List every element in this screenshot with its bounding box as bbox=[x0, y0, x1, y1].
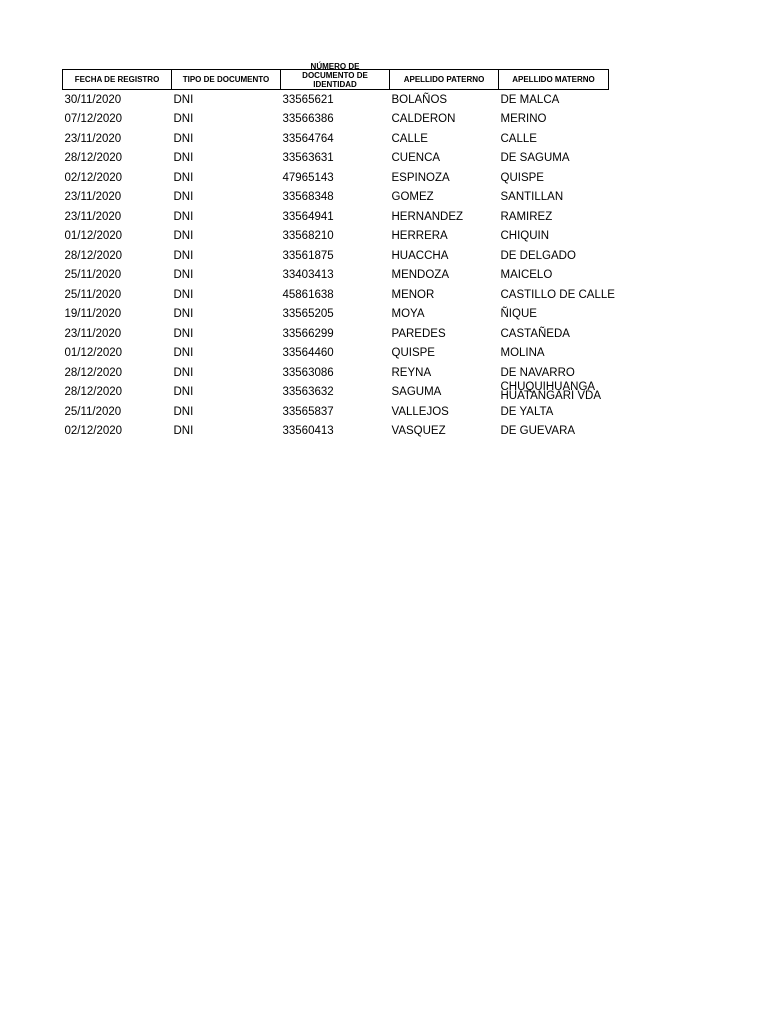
table-row bbox=[63, 90, 609, 110]
tipo-de-documento-cell: DNI bbox=[173, 308, 194, 321]
numero-de-documento-cell: 33568210 bbox=[282, 230, 334, 243]
numero-de-documento-cell: 33560413 bbox=[282, 425, 334, 438]
numero-de-documento-cell: 33565837 bbox=[282, 405, 334, 418]
tipo-de-documento-cell: DNI bbox=[173, 113, 194, 126]
tipo-de-documento-cell: DNI bbox=[173, 288, 194, 301]
table-row bbox=[63, 188, 609, 208]
tipo-de-documento-cell: DNI bbox=[173, 366, 194, 379]
tipo-de-documento-cell: DNI bbox=[173, 327, 194, 340]
tipo-de-documento-cell: DNI bbox=[173, 425, 194, 438]
fecha-de-registro-cell: 25/11/2020 bbox=[64, 269, 122, 282]
apellido-materno-cell: MOLINA bbox=[500, 347, 545, 360]
apellido-materno-cell: CHIQUIN bbox=[500, 230, 550, 243]
table-row bbox=[63, 383, 609, 403]
apellido-materno-cell: DE SAGUMA bbox=[500, 152, 570, 165]
fecha-de-registro-cell: 23/11/2020 bbox=[64, 210, 122, 223]
apellido-paterno-cell: BOLAÑOS bbox=[391, 93, 448, 106]
table-row bbox=[63, 149, 609, 169]
table-row bbox=[63, 305, 609, 325]
fecha-de-registro-cell: 25/11/2020 bbox=[64, 288, 122, 301]
header-tipo-de-documento: TIPO DE DOCUMENTO bbox=[172, 70, 281, 90]
numero-de-documento-cell: 33564941 bbox=[282, 210, 334, 223]
tipo-de-documento-cell: DNI bbox=[173, 132, 194, 145]
table-row bbox=[63, 402, 609, 422]
apellido-materno-cell: QUISPE bbox=[500, 171, 544, 184]
numero-de-documento-cell: 33561875 bbox=[282, 249, 334, 262]
fecha-de-registro-cell: 30/11/2020 bbox=[64, 93, 122, 106]
fecha-de-registro-cell: 02/12/2020 bbox=[64, 425, 123, 438]
fecha-de-registro-cell: 23/11/2020 bbox=[64, 191, 122, 204]
apellido-materno-cell: DE YALTA bbox=[500, 405, 554, 418]
numero-de-documento-cell: 33565205 bbox=[282, 308, 334, 321]
table-row bbox=[63, 168, 609, 188]
table-row bbox=[63, 363, 609, 383]
apellido-paterno-cell: VALLEJOS bbox=[391, 405, 449, 418]
tipo-de-documento-cell: DNI bbox=[173, 191, 194, 204]
tipo-de-documento-cell: DNI bbox=[173, 269, 194, 282]
fecha-de-registro-cell: 02/12/2020 bbox=[64, 171, 123, 184]
fecha-de-registro-cell: 19/11/2020 bbox=[64, 308, 122, 321]
fecha-de-registro-cell: 28/12/2020 bbox=[64, 366, 123, 379]
tipo-de-documento-cell: DNI bbox=[173, 171, 194, 184]
apellido-materno-cell: CALLE bbox=[500, 132, 537, 145]
apellido-paterno-cell: PAREDES bbox=[391, 327, 446, 340]
tipo-de-documento-cell: DNI bbox=[173, 93, 194, 106]
numero-de-documento-cell: 33403413 bbox=[282, 269, 334, 282]
tipo-de-documento-cell: DNI bbox=[173, 386, 194, 399]
spreadsheet-page bbox=[62, 62, 615, 441]
apellido-paterno-cell: MENOR bbox=[391, 288, 435, 301]
tipo-de-documento-cell: DNI bbox=[173, 347, 194, 360]
apellido-paterno-cell: ESPINOZA bbox=[391, 171, 450, 184]
apellido-materno-cell: MERINO bbox=[500, 113, 547, 126]
numero-de-documento-cell: 33564764 bbox=[282, 132, 334, 145]
table-row bbox=[63, 129, 609, 149]
apellido-paterno-cell: GOMEZ bbox=[391, 191, 434, 204]
apellido-paterno-cell: MENDOZA bbox=[391, 269, 449, 282]
table-row bbox=[63, 110, 609, 130]
apellido-materno-text: CHUQUIHUANGA HUATANGARI VDA bbox=[500, 381, 602, 403]
table-header bbox=[63, 62, 609, 90]
header-numero-de-documento bbox=[281, 62, 390, 90]
numero-de-documento-cell: 47965143 bbox=[282, 171, 334, 184]
table-row bbox=[63, 324, 609, 344]
table-row bbox=[63, 227, 609, 247]
apellido-paterno-cell: MOYA bbox=[391, 308, 425, 321]
fecha-de-registro-cell: 28/12/2020 bbox=[64, 249, 123, 262]
table-row bbox=[63, 285, 609, 305]
fecha-de-registro-cell: 01/12/2020 bbox=[64, 347, 123, 360]
fecha-de-registro-cell: 28/12/2020 bbox=[64, 152, 123, 165]
apellido-materno-cell: ÑIQUE bbox=[500, 308, 537, 321]
numero-de-documento-cell: 33563086 bbox=[282, 366, 334, 379]
apellido-materno-cell bbox=[499, 383, 609, 403]
header-apellido-paterno: APELLIDO PATERNO bbox=[390, 70, 499, 90]
table-body bbox=[63, 90, 615, 442]
table-row bbox=[63, 344, 609, 364]
apellido-paterno-cell: HERRERA bbox=[391, 230, 448, 243]
apellido-paterno-cell: CALDERON bbox=[391, 113, 456, 126]
registry-table bbox=[62, 62, 615, 441]
apellido-materno-cell: RAMIREZ bbox=[500, 210, 553, 223]
apellido-materno-cell: CASTAÑEDA bbox=[500, 327, 570, 340]
numero-de-documento-cell: 33564460 bbox=[282, 347, 334, 360]
fecha-de-registro-cell: 23/11/2020 bbox=[64, 327, 122, 340]
tipo-de-documento-cell: DNI bbox=[173, 405, 194, 418]
table-row bbox=[63, 266, 609, 286]
apellido-paterno-cell: CALLE bbox=[391, 132, 428, 145]
apellido-materno-cell: SANTILLAN bbox=[500, 191, 564, 204]
apellido-paterno-cell: CUENCA bbox=[391, 152, 441, 165]
numero-de-documento-cell: 33568348 bbox=[282, 191, 334, 204]
fecha-de-registro-cell: 23/11/2020 bbox=[64, 132, 122, 145]
apellido-materno-cell: DE GUEVARA bbox=[500, 425, 576, 438]
header-row bbox=[63, 70, 609, 90]
tipo-de-documento-cell: DNI bbox=[173, 230, 194, 243]
tipo-de-documento-cell: DNI bbox=[173, 152, 194, 165]
apellido-paterno-cell: HERNANDEZ bbox=[391, 210, 464, 223]
tipo-de-documento-cell: DNI bbox=[173, 249, 194, 262]
fecha-de-registro-cell: 07/12/2020 bbox=[64, 113, 123, 126]
numero-de-documento-cell: 33565621 bbox=[282, 93, 334, 106]
numero-de-documento-cell: 45861638 bbox=[282, 288, 334, 301]
apellido-paterno-cell: VASQUEZ bbox=[391, 425, 446, 438]
numero-de-documento-cell: 33563632 bbox=[282, 386, 334, 399]
numero-de-documento-cell: 33563631 bbox=[282, 152, 334, 165]
apellido-materno-cell: DE MALCA bbox=[500, 93, 560, 106]
apellido-materno-cell: DE DELGADO bbox=[500, 249, 576, 262]
fecha-de-registro-cell: 01/12/2020 bbox=[64, 230, 123, 243]
numero-de-documento-cell: 33566299 bbox=[282, 327, 334, 340]
numero-de-documento-cell: 33566386 bbox=[282, 113, 334, 126]
apellido-paterno-cell: HUACCHA bbox=[391, 249, 449, 262]
header-apellido-materno: APELLIDO MATERNO bbox=[499, 70, 609, 90]
table-row bbox=[63, 246, 609, 266]
apellido-materno-cell: DE NAVARRO bbox=[500, 366, 575, 379]
fecha-de-registro-cell: 28/12/2020 bbox=[64, 386, 123, 399]
apellido-materno-cell: MAICELO bbox=[500, 269, 553, 282]
header-fecha-de-registro: FECHA DE REGISTRO bbox=[63, 70, 172, 90]
fecha-de-registro-cell: 25/11/2020 bbox=[64, 405, 122, 418]
table-row bbox=[63, 207, 609, 227]
apellido-paterno-cell: SAGUMA bbox=[391, 386, 442, 399]
header-numero-de-documento-label: NÚMERO DE DOCUMENTO DE IDENTIDAD bbox=[302, 62, 368, 89]
tipo-de-documento-cell: DNI bbox=[173, 210, 194, 223]
apellido-paterno-cell: REYNA bbox=[391, 366, 432, 379]
apellido-paterno-cell: QUISPE bbox=[391, 347, 435, 360]
table-row bbox=[63, 422, 609, 442]
apellido-materno-cell: CASTILLO DE CALLE bbox=[500, 288, 615, 301]
